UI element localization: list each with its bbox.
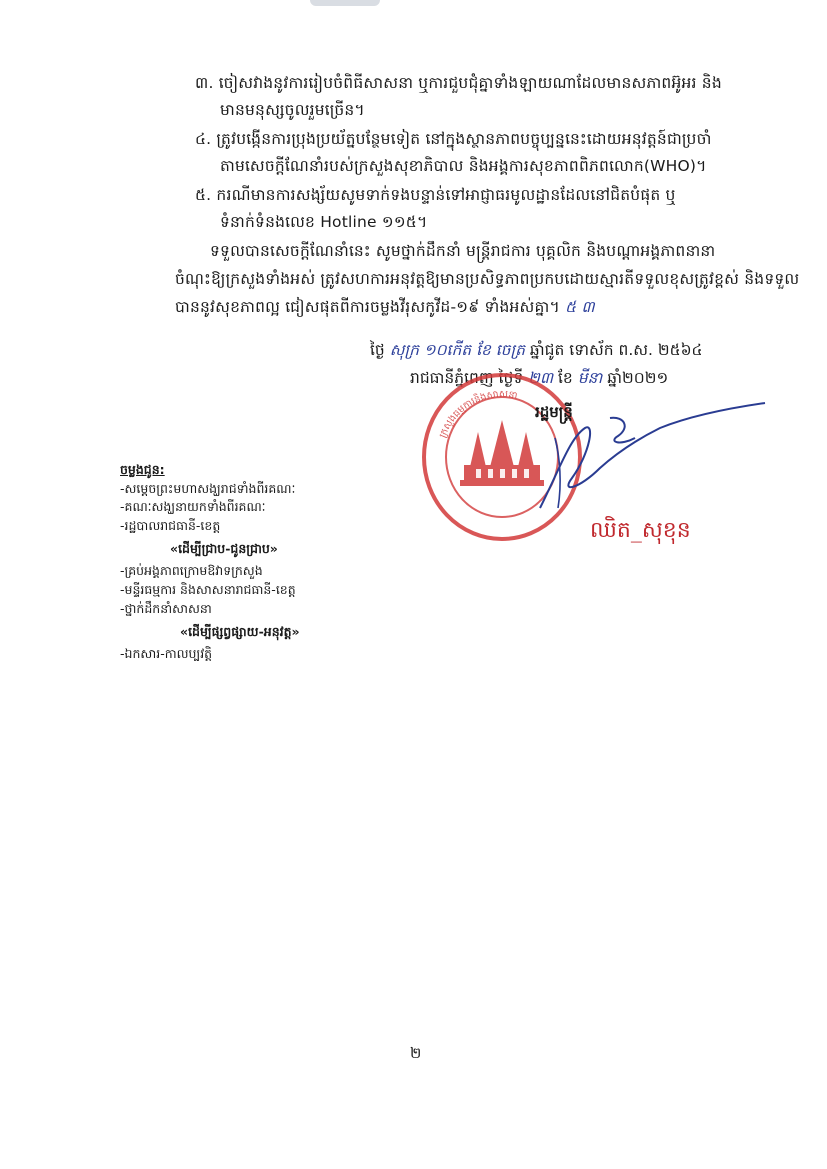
item-4-line-2: តាមសេចក្ដីណែនាំរបស់ក្រសួងសុខាភិបាល និងអង្គការសុខភាពពិភពលោក(WHO)។ xyxy=(220,157,707,175)
signatory-name: ឈិត_សុខុន xyxy=(590,518,691,543)
signatory-title: រដ្ឋមន្ត្រី xyxy=(535,403,573,421)
closing-line-2: ចំណុះឱ្យក្រសួងទាំងអស់ ត្រូវសហការអនុវត្តឱ្យមានប្រសិទ្ធភាពប្រកបដោយស្មារតីទទួលខុសត្រូវខ្ពស់ និងទទួល xyxy=(175,270,800,288)
solar-date-year: ឆ្នាំ២០២១ xyxy=(607,369,669,387)
lunar-date-line xyxy=(370,340,703,363)
scan-edge-mark xyxy=(310,0,380,6)
solar-date-day: ២៣ xyxy=(528,369,554,387)
solar-date-month-label: ខែ xyxy=(558,369,573,387)
item-5-line-2: ទំនាក់ទំនងលេខ Hotline ១១៥។ xyxy=(220,213,428,231)
cc-heading: ចម្លងជូន: xyxy=(120,462,165,477)
cc-item: -គណៈសង្ឃនាយកទាំងពីរគណៈ xyxy=(120,499,266,514)
cc-item: -មន្ទីរធម្មការ និងសាសនារាជធានី-ខេត្ត xyxy=(120,582,296,597)
item-5-line-1: ៥. ករណីមានការសង្ស័យសូមទាក់ទងបន្ទាន់ទៅអាជ្ញាធរមូលដ្ឋានដែលនៅជិតបំផុត ឬ xyxy=(195,186,676,204)
seal-text: ក្រសួងធម្មការនិងសាសនា xyxy=(437,388,519,440)
solar-date-month: មីនា xyxy=(577,369,603,387)
cc-item: -ថ្នាក់ដឹកនាំសាសនា xyxy=(120,601,212,616)
handwritten-signature-icon xyxy=(500,398,770,518)
lunar-date-suffix: ឆ្នាំជូត ទោស័ក ព.ស. ២៥៦៤ xyxy=(529,341,703,359)
cc-subheading: «ដើម្បីផ្សព្វផ្សាយ-អនុវត្ត» xyxy=(180,624,300,639)
item-4-line-1: ៤. ត្រូវបង្កើនការប្រុងប្រយ័ត្នបន្ថែមទៀត នៅក្នុងស្ថានភាពបច្ចុប្បន្ននេះដោយអនុវត្តន៍ជាប្រចាំ xyxy=(195,130,712,148)
item-3-line-2: មានមនុស្សចូលរួមច្រើន។ xyxy=(220,101,365,119)
closing-line-1: ទទួលបានសេចក្ដីណែនាំនេះ សូមថ្នាក់ដឹកនាំ មន្ត្រីរាជការ បុគ្គលិក និងបណ្ដាអង្គភាពនានា xyxy=(210,242,716,260)
item-3-line-1: ៣. ចៀសវាងនូវការរៀបចំពិធីសាសនា ឬការជួបជុំគ្នាទាំងឡាយណាដែលមានសភាពអ៊ូអរ និង xyxy=(195,74,722,92)
lunar-date-prefix: ថ្ងៃ xyxy=(370,341,385,359)
solar-date-prefix: រាជធានីភ្នំពេញ ថ្ងៃទី xyxy=(410,369,524,387)
cc-item: -គ្រប់អង្គភាពក្រោមឱវាទក្រសួង xyxy=(120,563,263,578)
cc-subheading: «ដើម្បីជ្រាប-ជូនជ្រាប» xyxy=(170,541,278,556)
page-number: ២ xyxy=(410,1044,422,1062)
cc-item: -រដ្ឋបាលរាជធានី-ខេត្ត xyxy=(120,518,221,533)
closing-handwritten-note: ៥ ៣ xyxy=(565,298,595,316)
closing-line-3 xyxy=(175,294,595,321)
cc-item: -សម្ដេចព្រះមហាសង្ឃរាជទាំងពីរគណៈ xyxy=(120,481,296,496)
lunar-date-handwritten: សុក្រ ១០កើត ខែ ចេត្រ xyxy=(389,341,525,359)
closing-line-3-text: បាននូវសុខភាពល្អ ជៀសផុតពីការចម្លងវីរុសកូវីដ-១៩ ទាំងអស់គ្នា។ xyxy=(175,298,560,316)
cc-item: -ឯកសារ-កាលប្បវត្តិ xyxy=(120,646,213,661)
